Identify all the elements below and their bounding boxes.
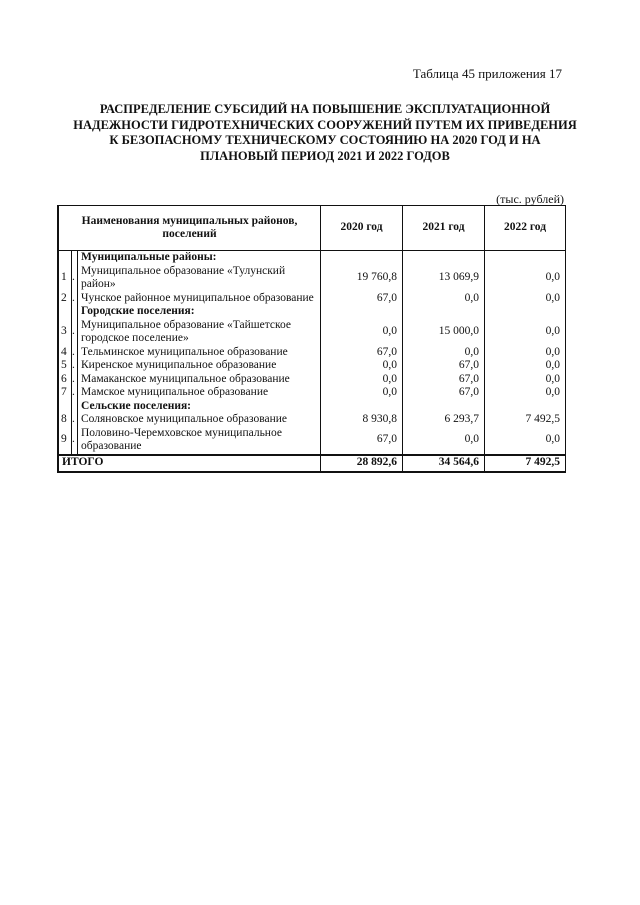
value-2022: 0,0 xyxy=(485,319,566,346)
value-2020: 0,0 xyxy=(321,373,403,387)
table-row xyxy=(58,292,566,306)
row-name: Половино-Черемховское муниципальное образование xyxy=(78,427,321,455)
row-dot: . xyxy=(72,346,78,360)
row-name: Соляновское муниципальное образование xyxy=(78,413,321,427)
row-name: Мамаканское муниципальное образование xyxy=(78,373,321,387)
value-2020: 0,0 xyxy=(321,319,403,346)
row-dot: . xyxy=(72,319,78,346)
table-row xyxy=(58,427,566,455)
value-2020: 8 930,8 xyxy=(321,413,403,427)
value-2021: 0,0 xyxy=(403,346,485,360)
value-2021: 15 000,0 xyxy=(403,319,485,346)
value-2021: 0,0 xyxy=(403,292,485,306)
header-name: Наименования муниципальных районов, поселений xyxy=(58,206,321,251)
row-number: 6 xyxy=(58,373,72,387)
table-row xyxy=(58,346,566,360)
row-name: Чунское районное муниципальное образование xyxy=(78,292,321,306)
row-dot: . xyxy=(72,427,78,455)
header-2020: 2020 год xyxy=(321,206,403,251)
row-number: 1 xyxy=(58,265,72,292)
value-2021: 67,0 xyxy=(403,386,485,400)
value-2021: 6 293,7 xyxy=(403,413,485,427)
row-name: Киренское муниципальное образование xyxy=(78,359,321,373)
value-2022: 0,0 xyxy=(485,265,566,292)
row-name: Тельминское муниципальное образование xyxy=(78,346,321,360)
header-2021: 2021 год xyxy=(403,206,485,251)
group-label: Муниципальные районы: xyxy=(78,251,321,265)
header-2022: 2022 год xyxy=(485,206,566,251)
value-2020: 0,0 xyxy=(321,359,403,373)
group-label: Сельские поселения: xyxy=(78,400,321,414)
row-number: 3 xyxy=(58,319,72,346)
total-2022: 7 492,5 xyxy=(485,455,566,472)
row-number: 9 xyxy=(58,427,72,455)
row-dot: . xyxy=(72,373,78,387)
value-2022: 0,0 xyxy=(485,292,566,306)
total-row xyxy=(58,455,566,472)
row-dot: . xyxy=(72,413,78,427)
value-2022: 0,0 xyxy=(485,346,566,360)
value-2021: 67,0 xyxy=(403,373,485,387)
value-2021: 13 069,9 xyxy=(403,265,485,292)
row-number: 5 xyxy=(58,359,72,373)
value-2020: 19 760,8 xyxy=(321,265,403,292)
total-2021: 34 564,6 xyxy=(403,455,485,472)
row-number: 7 xyxy=(58,386,72,400)
row-number: 8 xyxy=(58,413,72,427)
value-2020: 67,0 xyxy=(321,427,403,455)
value-2022: 7 492,5 xyxy=(485,413,566,427)
value-2022: 0,0 xyxy=(485,373,566,387)
row-dot: . xyxy=(72,292,78,306)
table-row xyxy=(58,265,566,292)
table-row xyxy=(58,386,566,400)
group-row xyxy=(58,400,566,414)
value-2022: 0,0 xyxy=(485,359,566,373)
value-2020: 67,0 xyxy=(321,292,403,306)
row-name: Муниципальное образование «Тайшетское городское поселение» xyxy=(78,319,321,346)
row-number xyxy=(58,251,72,265)
subsidy-table xyxy=(57,205,566,473)
value-2021: 0,0 xyxy=(403,427,485,455)
total-2020: 28 892,6 xyxy=(321,455,403,472)
table-row xyxy=(58,373,566,387)
row-dot: . xyxy=(72,359,78,373)
units-label: (тыс. рублей) xyxy=(496,192,564,206)
group-row xyxy=(58,251,566,265)
table-header-row xyxy=(58,206,566,251)
value-2022: 0,0 xyxy=(485,427,566,455)
value-2021: 67,0 xyxy=(403,359,485,373)
appendix-label: Таблица 45 приложения 17 xyxy=(412,66,562,81)
total-label: ИТОГО xyxy=(58,455,321,472)
row-dot: . xyxy=(72,386,78,400)
table-row xyxy=(58,413,566,427)
value-2020: 67,0 xyxy=(321,346,403,360)
group-row xyxy=(58,305,566,319)
table-row xyxy=(58,359,566,373)
row-name: Мамское муниципальное образование xyxy=(78,386,321,400)
document-title: РАСПРЕДЕЛЕНИЕ СУБСИДИЙ НА ПОВЫШЕНИЕ ЭКСПЛУАТАЦИОННОЙ НАДЕЖНОСТИ ГИДРОТЕХНИЧЕСКИХ СООРУЖЕНИЙ ПУТЕМ ИХ ПРИВЕДЕНИЯ К БЕЗОПАСНОМУ ТЕХНИЧЕСКОМУ СОСТОЯНИЮ НА 2020 ГОД И НА ПЛАНОВЫЙ ПЕРИОД 2021 И 2022 ГОДОВ xyxy=(73,102,577,163)
row-name: Муниципальное образование «Тулунский район» xyxy=(78,265,321,292)
row-dot: . xyxy=(72,265,78,292)
row-number: 2 xyxy=(58,292,72,306)
row-number: 4 xyxy=(58,346,72,360)
value-2020: 0,0 xyxy=(321,386,403,400)
table-row xyxy=(58,319,566,346)
group-label: Городские поселения: xyxy=(78,305,321,319)
value-2022: 0,0 xyxy=(485,386,566,400)
